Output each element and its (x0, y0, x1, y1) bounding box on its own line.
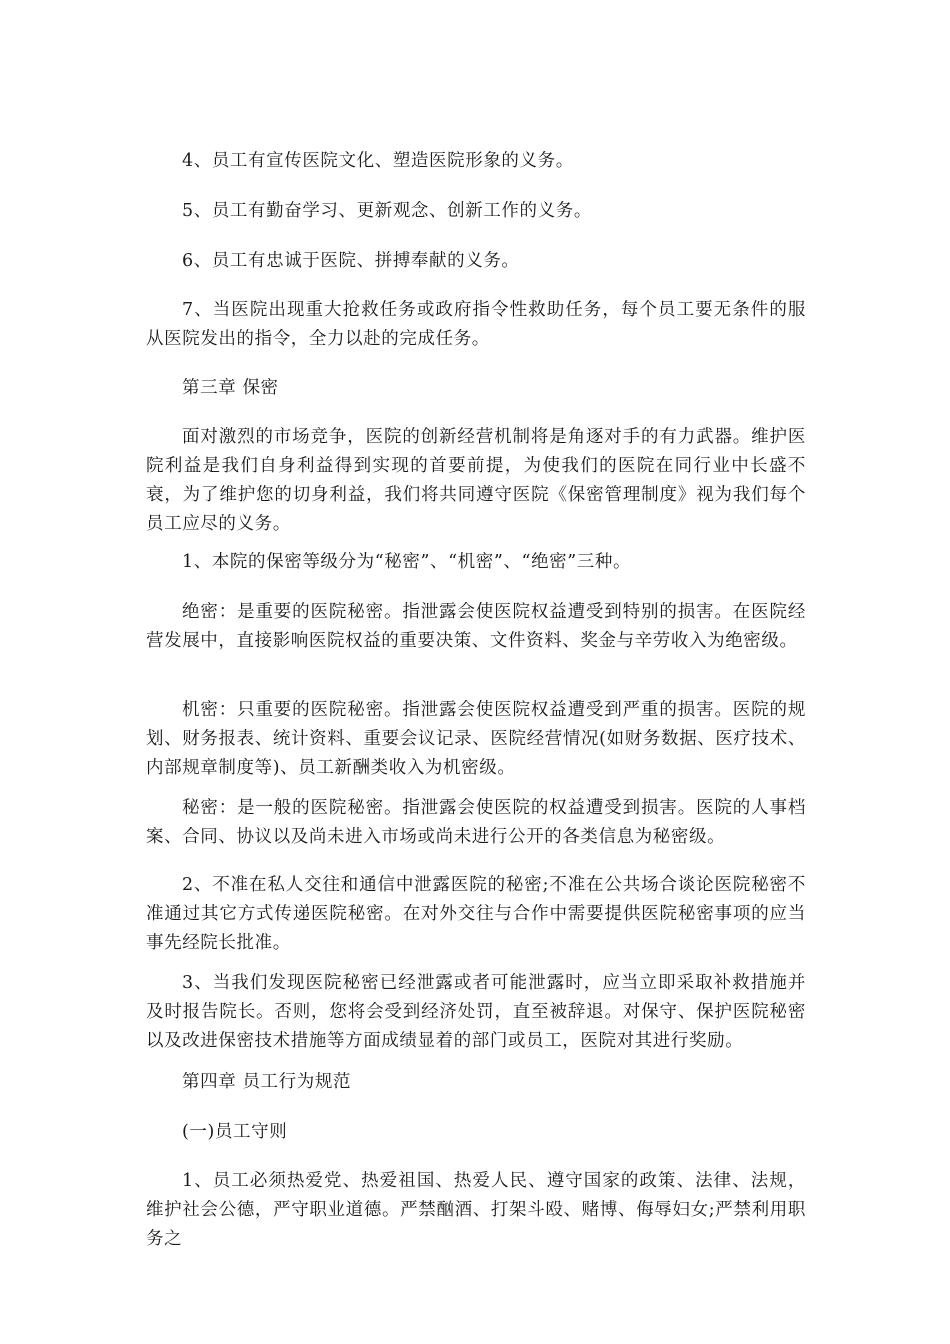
paragraph-duty-4: 4、员工有宣传医院文化、塑造医院形象的义务。 (182, 151, 574, 171)
paragraph-duty-7: 7、当医院出现重大抢救任务或政府指令性救助任务，每个员工要无条件的服从医院发出的指令，全力以赴的完成任务。 (146, 300, 806, 349)
paragraph-top-secret: 绝密：是重要的医院秘密。指泄露会使医院权益遭受到特别的损害。在医院经营发展中，直接影响医院权益的重要决策、文件资料、奖金与辛劳收入为绝密级。 (146, 602, 806, 651)
paragraph-secret: 秘密：是一般的医院秘密。指泄露会使医院的权益遭受到损害。医院的人事档案、合同、协议以及尚未进入市场或尚未进行公开的各类信息为秘密级。 (146, 798, 806, 847)
paragraph-secrecy-levels: 1、本院的保密等级分为“秘密”、“机密”、“绝密”三种。 (182, 552, 632, 572)
paragraph-rule-3: 3、当我们发现医院秘密已经泄露或者可能泄露时，应当立即采取补救措施并及时报告院长。否则，您将会受到经济处罚，直至被辞退。对保守、保护医院秘密以及改进保密技术措施等方面成绩显着的部门或员工，医院对其进行奖励。 (146, 973, 806, 1051)
paragraph-confidentiality-intro: 面对激烈的市场竞争，医院的创新经营机制将是角逐对手的有力武器。维护医院利益是我们自身利益得到实现的首要前提，为使我们的医院在同行业中长盛不衰，为了维护您的切身利益，我们将共同遵守医院《保密管理制度》视为我们每个员工应尽的义务。 (146, 427, 806, 534)
paragraph-rule-2: 2、不准在私人交往和通信中泄露医院的秘密;不准在公共场合谈论医院秘密不准通过其它方式传递医院秘密。在对外交往与合作中需要提供医院秘密事项的应当事先经院长批准。 (146, 875, 806, 953)
paragraph-confidential: 机密：只重要的医院秘密。指泄露会使医院权益遭受到严重的损害。医院的规划、财务报表、统计资料、重要会议记录、医院经营情况(如财务数据、医疗技术、内部规章制度等)、员工新酬类收入为机密级。 (146, 700, 806, 778)
chapter-4-heading: 第四章 员工行为规范 (182, 1072, 352, 1092)
paragraph-code-1: 1、员工必须热爱党、热爱祖国、热爱人民、遵守国家的政策、法律、法规，维护社会公德，严守职业道德。严禁酗酒、打架斗殴、赌博、侮辱妇女;严禁利用职务之 (146, 1171, 806, 1249)
chapter-3-heading: 第三章 保密 (182, 378, 279, 398)
paragraph-duty-5: 5、员工有勤奋学习、更新观念、创新工作的义务。 (182, 201, 592, 221)
paragraph-duty-6: 6、员工有忠诚于医院、拼搏奉献的义务。 (182, 251, 520, 271)
section-heading-code: (一)员工守则 (182, 1122, 288, 1142)
